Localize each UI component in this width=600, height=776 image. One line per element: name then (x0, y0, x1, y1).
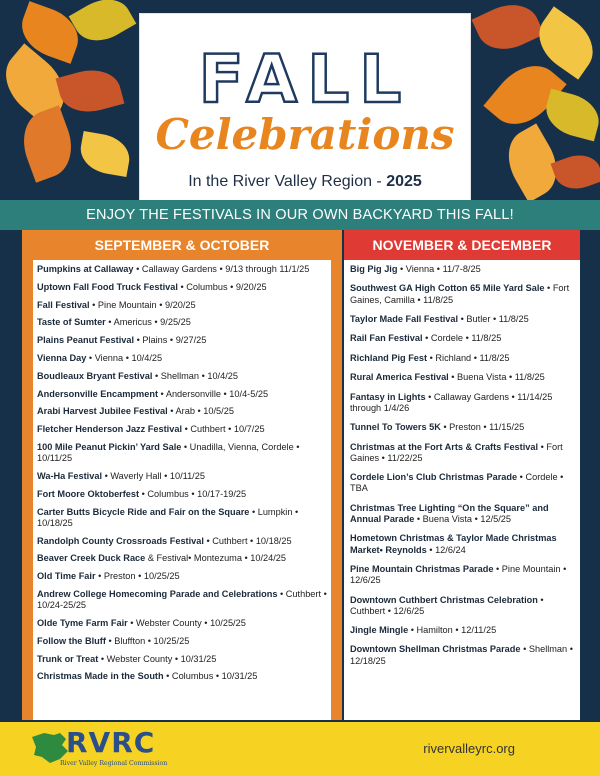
event-details: • Callaway Gardens • 9/13 through 11/1/25 (133, 264, 310, 274)
event-name: Old Time Fair (37, 571, 96, 582)
event-name: Fantasy in Lights (350, 391, 426, 402)
event-details: • Webster County • 10/25/25 (127, 617, 246, 628)
logo-text: RVRC (66, 726, 156, 759)
event-item (37, 671, 327, 682)
subtitle-year: 2025 (386, 173, 422, 190)
event-name: Uptown Fall Food Truck Festival (37, 281, 178, 292)
column-heading: SEPTEMBER & OCTOBER (94, 237, 270, 253)
event-name: Pumpkins at Callaway (37, 264, 134, 274)
event-item (37, 471, 327, 482)
event-details: • Preston • 10/25/25 (95, 571, 180, 582)
event-item (37, 553, 327, 564)
september-october-column (22, 230, 342, 720)
title-subtitle (145, 174, 465, 190)
event-item (350, 392, 576, 414)
event-details: • Vienna • 11/7-8/25 (397, 264, 481, 274)
event-item (37, 636, 327, 647)
event-item (37, 618, 327, 629)
event-item (37, 489, 327, 500)
event-list (344, 260, 580, 720)
event-item (350, 353, 576, 364)
rvrc-logo (30, 726, 180, 771)
title-celebrations: Celebrations (155, 110, 455, 159)
website-link[interactable]: rivervalleyrc.org (423, 741, 515, 756)
event-item (350, 595, 576, 617)
november-december-column (344, 230, 580, 720)
event-details: • Waverly Hall • 10/11/25 (102, 470, 205, 481)
event-name: Andersonville Encampment (37, 388, 158, 399)
tagline-banner: ENJOY THE FESTIVALS IN OUR OWN BACKYARD THIS FALL! (0, 200, 600, 230)
column-heading: NOVEMBER & DECEMBER (372, 237, 552, 253)
event-name: Pine Mountain Christmas Parade (350, 563, 494, 574)
event-item (37, 264, 327, 275)
event-name: Downtown Cuthbert Christmas Celebration (350, 594, 538, 605)
event-item (37, 371, 327, 382)
logo-subtext: River Valley Regional Commission (60, 760, 168, 767)
event-item (350, 264, 576, 275)
event-name: Wa-Ha Festival (37, 470, 103, 481)
event-details: • Cordele • TBA (350, 472, 564, 494)
event-item (350, 472, 576, 494)
event-details: • Cuthbert • 10/7/25 (182, 424, 265, 435)
event-item (37, 424, 327, 435)
event-details: • Andersonville • 10/4-5/25 (158, 388, 269, 399)
event-name: Vienna Day (37, 352, 87, 363)
event-details: • Vienna • 10/4/25 (86, 352, 163, 363)
event-item (350, 503, 576, 525)
event-name: Downtown Shellman Christmas Parade (350, 644, 521, 655)
title-fall: FALL (198, 41, 412, 118)
event-item (350, 422, 576, 433)
leaf-decoration (551, 148, 600, 195)
event-name: Carter Butts Bicycle Ride and Fair on the Square (37, 506, 250, 517)
event-name: Tunnel To Towers 5K (350, 422, 441, 433)
event-details: • Buena Vista • 11/8/25 (448, 372, 545, 383)
leaf-decoration (56, 63, 125, 119)
event-item (350, 442, 576, 464)
event-details: • Arab • 10/5/25 (167, 406, 234, 417)
event-details: • Pine Mountain • 12/6/25 (350, 563, 567, 586)
event-name: Hometown Christmas & Taylor Made Christmas Market• Reynolds (350, 533, 557, 555)
event-name: Southwest GA High Cotton 65 Mile Yard Sale (350, 283, 545, 294)
event-item (37, 300, 327, 311)
event-details: • Callaway Gardens • 11/14/25 through 1/4/26 (350, 391, 553, 413)
event-details: • Columbus • 10/31/25 (163, 671, 258, 682)
event-details: & Festival• Montezuma • 10/24/25 (145, 553, 287, 564)
event-name: Christmas Tree Lighting “On the Square” and Annual Parade (350, 502, 549, 524)
footer (0, 722, 600, 776)
subtitle-region: In the River Valley Region - (188, 173, 387, 190)
leaf-decoration (77, 131, 133, 177)
event-details: • Cuthbert • 10/18/25 (203, 535, 292, 546)
event-details: • Buena Vista • 12/5/25 (414, 513, 512, 524)
event-name: Beaver Creek Duck Race (37, 553, 146, 564)
event-details: • Americus • 9/25/25 (105, 317, 191, 328)
event-item (350, 533, 576, 555)
event-name: Rail Fan Festival (350, 333, 423, 344)
event-name: Jingle Mingle (350, 625, 409, 636)
event-item (37, 317, 327, 328)
event-item (350, 333, 576, 344)
event-item (350, 644, 576, 666)
event-name: Follow the Bluff (37, 635, 106, 646)
event-item (37, 442, 327, 464)
event-details: • Fort Gaines, Camilla • 11/8/25 (350, 283, 570, 305)
event-details: • Fort Gaines • 11/22/25 (350, 441, 563, 463)
leaf-decoration (472, 0, 545, 60)
event-item (350, 564, 576, 586)
event-name: Taste of Sumter (37, 317, 106, 328)
event-details: • Shellman • 10/4/25 (152, 370, 238, 381)
event-name: Taylor Made Fall Festival (350, 313, 459, 324)
event-name: Olde Tyme Farm Fair (37, 617, 128, 628)
event-details: • Richland • 11/8/25 (427, 352, 510, 363)
event-details: • Preston • 11/15/25 (440, 422, 525, 433)
hero-section (0, 0, 600, 200)
event-name: Cordele Lion’s Club Christmas Parade (350, 472, 518, 483)
event-item (350, 625, 576, 636)
event-name: Fort Moore Oktoberfest (37, 488, 140, 499)
event-name: Richland Pig Fest (350, 352, 428, 363)
event-details: • Unadilla, Vienna, Cordele • 10/11/25 (37, 441, 300, 464)
event-name: Boudleaux Bryant Festival (37, 370, 153, 381)
event-list (33, 260, 331, 720)
event-details: • 12/6/24 (426, 544, 466, 555)
event-item (37, 536, 327, 547)
event-name: Trunk or Treat (37, 653, 99, 664)
event-item (37, 589, 327, 611)
event-name: Big Pig Jig (350, 264, 398, 274)
event-item (350, 372, 576, 383)
event-name: Plains Peanut Festival (37, 335, 135, 346)
event-name: Christmas at the Fort Arts & Crafts Festival (350, 441, 539, 452)
event-details: • Cuthbert • 12/6/25 (350, 594, 544, 616)
event-item (350, 283, 576, 305)
event-details: • Butler • 11/8/25 (458, 313, 529, 324)
event-item (37, 654, 327, 665)
event-details: • Cordele • 11/8/25 (422, 333, 502, 344)
event-name: Rural America Festival (350, 372, 449, 383)
event-details: • Pine Mountain • 9/20/25 (89, 299, 196, 310)
event-details: • Plains • 9/27/25 (134, 335, 207, 346)
event-details: • Shellman • 12/18/25 (350, 644, 573, 666)
event-details: • Hamilton • 12/11/25 (408, 625, 497, 636)
event-name: 100 Mile Peanut Pickin’ Yard Sale (37, 441, 182, 452)
event-item (37, 282, 327, 293)
title-box (140, 14, 470, 200)
event-details: • Columbus • 10/17-19/25 (139, 488, 247, 499)
event-item (350, 314, 576, 325)
event-name: Arabi Harvest Jubilee Festival (37, 406, 168, 417)
leaf-decoration (541, 89, 600, 142)
event-details: • Lumpkin • 10/18/25 (37, 506, 299, 528)
event-details: • Webster County • 10/31/25 (98, 653, 217, 664)
event-item (37, 389, 327, 400)
leaf-decoration (14, 105, 81, 182)
event-name: Fletcher Henderson Jazz Festival (37, 424, 183, 435)
event-name: Fall Festival (37, 299, 90, 310)
event-details: • Cuthbert • 10/24-25/25 (37, 588, 327, 611)
event-details: • Bluffton • 10/25/25 (105, 635, 190, 646)
event-item (37, 507, 327, 529)
event-details: • Columbus • 9/20/25 (177, 281, 267, 292)
leaf-decoration (69, 0, 137, 51)
event-item (37, 335, 327, 346)
event-name: Andrew College Homecoming Parade and Celebrations (37, 588, 278, 599)
event-item (37, 353, 327, 364)
event-item (37, 571, 327, 582)
event-name: Randolph County Crossroads Festival (37, 535, 204, 546)
event-item (37, 406, 327, 417)
event-name: Christmas Made in the South (37, 671, 164, 682)
